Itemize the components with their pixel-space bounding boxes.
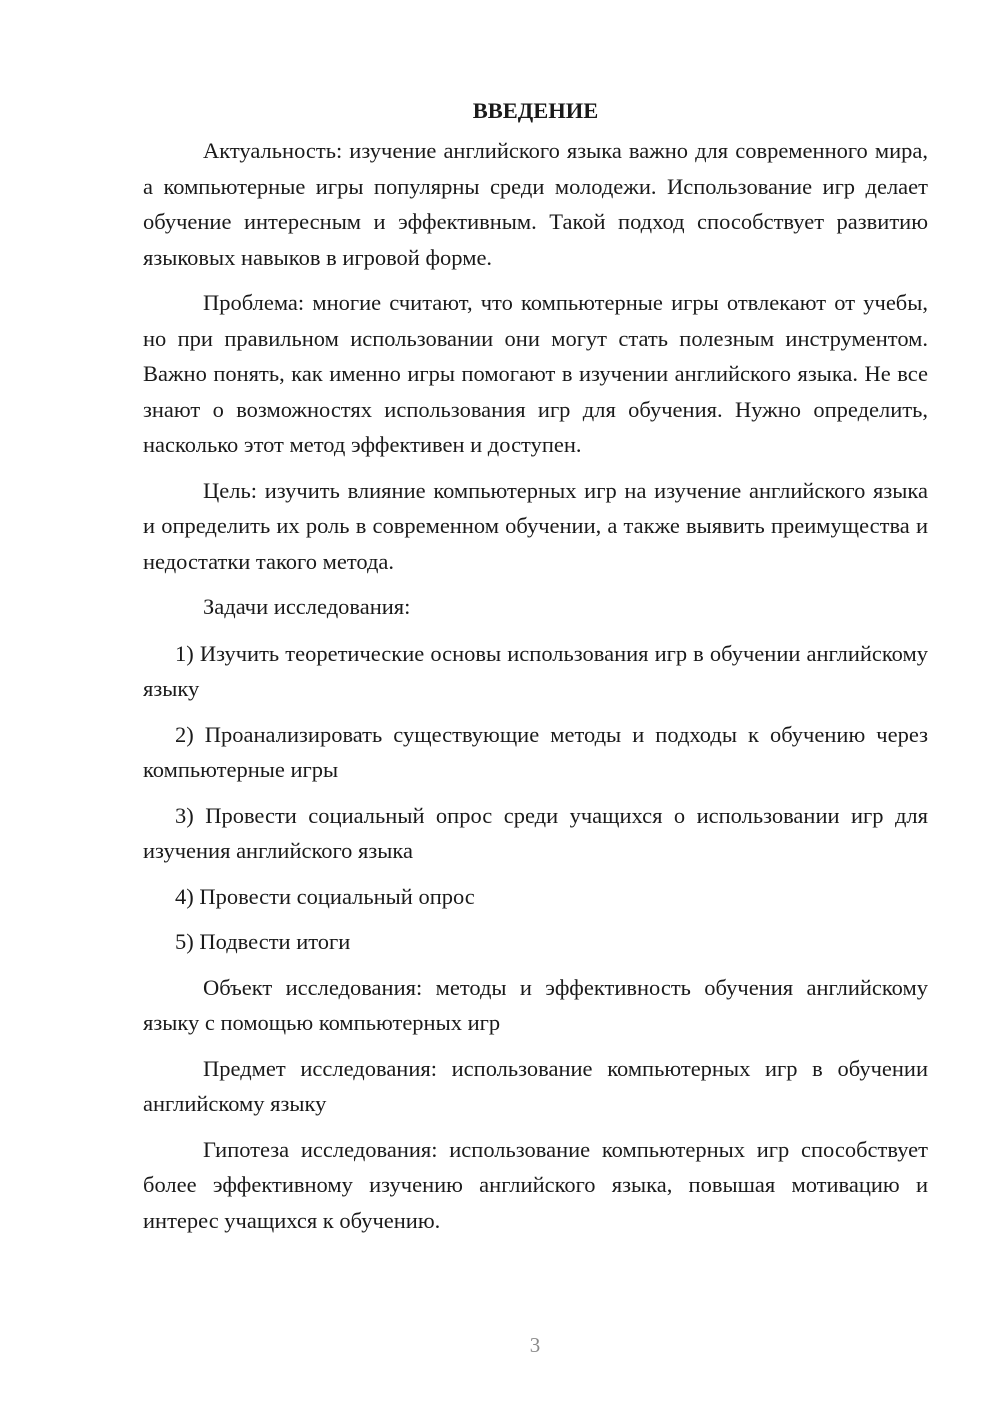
tasks-heading: Задачи исследования: [203, 594, 411, 619]
task-item-5: 5) Подвести итоги [175, 929, 351, 954]
section-title: ВВЕДЕНИЕ [472, 98, 599, 123]
paragraph-subject: Предмет исследования: использование компьютерных игр в обучении английскому языку [143, 1055, 928, 1116]
page-number: 3 [529, 1333, 541, 1357]
paragraph-object: Объект исследования: методы и эффективность обучения английскому языку с помощью компьютерных игр [143, 974, 928, 1035]
task-item-4: 4) Провести социальный опрос [175, 883, 475, 909]
paragraph-hypothesis: Гипотеза исследования: использование компьютерных игр способствует более эффективному изучению английского языка, повышая мотивацию и интерес учащихся к обучению. [143, 1136, 928, 1233]
paragraph-problem: Проблема: многие считают, что компьютерные игры отвлекают от учебы, но при правильном использовании они могут стать полезным инструментом. Важно понять, как именно игры помогают в изучении английского языка. Не все знают о возможностях использования игр для обучения. Нужно определить, насколько этот метод эффективен и доступен. [143, 290, 928, 457]
task-item-2: 2) Проанализировать существующие методы и подходы к обучению через компьютерные игры [143, 721, 928, 782]
task-item-1: 1) Изучить теоретические основы использования игр в обучении английскому языку [143, 640, 928, 701]
paragraph-relevance: Актуальность: изучение английского языка важно для современного мира, а компьютерные игры популярны среди молодежи. Использование игр делает обучение интересным и эффективным. Такой подход способствует развитию языковых навыков в игровой форме. [143, 138, 928, 270]
page-content [143, 92, 928, 1248]
task-item-3: 3) Провести социальный опрос среди учащихся о использовании игр для изучения английского языка [143, 802, 928, 863]
paragraph-goal: Цель: изучить влияние компьютерных игр на изучение английского языка и определить их роль в современном обучении, а также выявить преимущества и недостатки такого метода. [143, 477, 928, 574]
